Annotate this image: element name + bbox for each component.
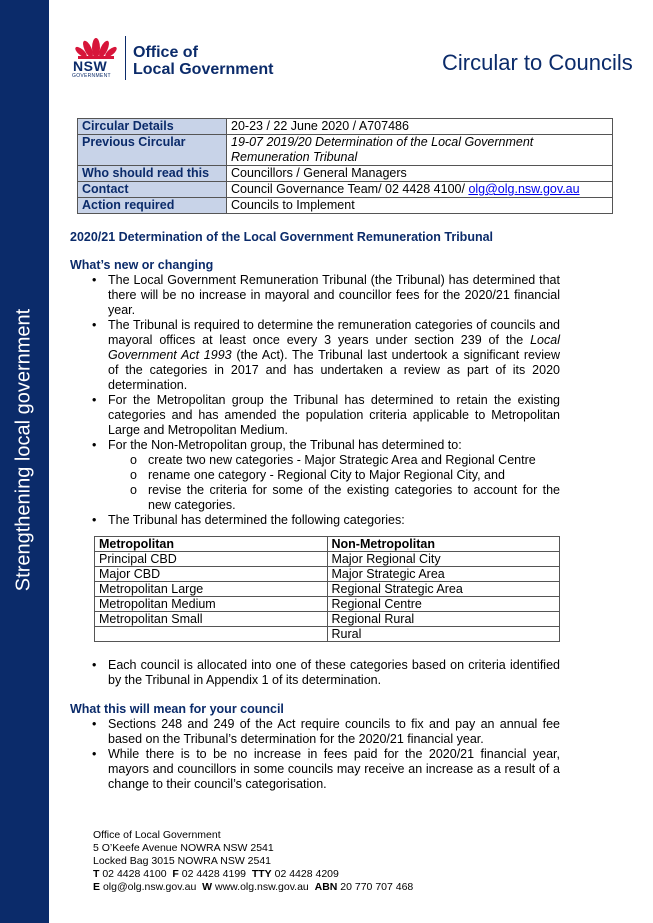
- non-metro-cell: Major Regional City: [327, 552, 560, 567]
- non-metro-cell: Rural: [327, 627, 560, 642]
- details-label: Action required: [78, 198, 227, 214]
- contact-text: Council Governance Team/ 02 4428 4100/: [231, 182, 469, 196]
- tty-number: 02 4428 4209: [274, 868, 339, 880]
- nsw-wordmark: NSW: [73, 58, 108, 74]
- column-header-metropolitan: Metropolitan: [95, 537, 328, 552]
- table-header-row: [95, 537, 560, 552]
- metro-cell: Major CBD: [95, 567, 328, 582]
- list-item-text: Each council is allocated into one of these categories based on criteria identified by the Tribunal in Appendix 1 of its determination.: [108, 658, 560, 687]
- office-line2: Local Government: [133, 61, 274, 78]
- details-label: Contact: [78, 182, 227, 198]
- details-label: Circular Details: [78, 119, 227, 135]
- waratah-icon: [72, 34, 120, 60]
- act-name: Local Government Act 1993: [108, 333, 560, 362]
- list-item-text: The Tribunal has determined the following categories:: [108, 513, 405, 527]
- details-label: Previous Circular: [78, 135, 227, 166]
- bullet-icon: •: [92, 717, 97, 731]
- list-item: [70, 747, 560, 792]
- office-wordmark: [133, 44, 273, 78]
- metro-cell: Metropolitan Medium: [95, 597, 328, 612]
- list-item-text: For the Non-Metropolitan group, the Tribunal has determined to:: [108, 438, 462, 452]
- metro-cell: [95, 627, 328, 642]
- table-row: [78, 182, 613, 198]
- bullet-icon: •: [92, 658, 97, 672]
- metro-cell: Metropolitan Large: [95, 582, 328, 597]
- olg-logo: [72, 34, 292, 86]
- government-wordmark: GOVERNMENT: [72, 73, 111, 79]
- whats-new-list: [70, 273, 560, 528]
- list-item: [70, 393, 560, 438]
- table-row: [95, 597, 560, 612]
- bullet-icon: •: [92, 273, 97, 287]
- abn-number: 20 770 707 468: [340, 881, 414, 893]
- categories-table: [94, 536, 560, 642]
- footer-phones: [93, 868, 413, 881]
- list-item: [70, 273, 560, 318]
- table-row: [78, 135, 613, 166]
- list-item: [70, 438, 560, 453]
- footer-org: Office of Local Government: [93, 829, 221, 841]
- non-metro-cell: Regional Centre: [327, 597, 560, 612]
- table-row: [78, 119, 613, 135]
- list-item: [70, 717, 560, 747]
- details-value: [227, 182, 613, 198]
- list-item-text: For the Metropolitan group the Tribunal has determined to retain the existing categories and has amended the population criteria applicable to Metropolitan Large and Metropolitan Medium.: [108, 393, 560, 437]
- footer-web: [93, 881, 413, 894]
- list-item-text: create two new categories - Major Strategic Area and Regional Centre: [148, 453, 536, 467]
- non-metro-cell: Regional Strategic Area: [327, 582, 560, 597]
- footer-street: 5 O’Keefe Avenue NOWRA NSW 2541: [93, 842, 274, 854]
- circular-details-table: [77, 118, 613, 214]
- fax-number: 02 4428 4199: [181, 868, 246, 880]
- sidebar: [0, 0, 49, 923]
- footer-address: [93, 829, 413, 894]
- nsw-logo: [72, 34, 122, 78]
- table-row: [78, 166, 613, 182]
- column-header-non-metropolitan: Non-Metropolitan: [327, 537, 560, 552]
- metro-cell: Principal CBD: [95, 552, 328, 567]
- circle-bullet-icon: o: [130, 468, 137, 482]
- email-label: E: [93, 881, 101, 893]
- logo-divider: [125, 36, 126, 80]
- list-item-text: revise the criteria for some of the existing categories to account for the new categories.: [148, 483, 560, 512]
- list-item-text: The Tribunal is required to determine the remuneration categories of councils and mayoral offices at least once every 3 years under section 239 of the: [108, 318, 560, 347]
- phone-label: T: [93, 868, 100, 880]
- table-row: [95, 582, 560, 597]
- list-item: [70, 513, 560, 528]
- circle-bullet-icon: o: [130, 453, 137, 467]
- sidebar-tagline: Strengthening local government: [12, 308, 35, 592]
- table-row: [95, 567, 560, 582]
- footer-website: www.olg.nsw.gov.au: [214, 881, 309, 893]
- contact-email-link[interactable]: olg@olg.nsw.gov.au: [468, 182, 580, 196]
- non-metro-cell: Regional Rural: [327, 612, 560, 627]
- sub-list-item: [70, 483, 560, 513]
- table-row: [95, 552, 560, 567]
- bullet-icon: •: [92, 747, 97, 761]
- web-label: W: [202, 881, 213, 893]
- office-line1: Office of: [133, 44, 198, 61]
- list-item-text: (the Act). The Tribunal last undertook a significant review of the categories in 2017 and has undertaken a review as part of its 2020 determination.: [108, 348, 560, 392]
- footer-postal: Locked Bag 3015 NOWRA NSW 2541: [93, 855, 272, 867]
- details-label: Who should read this: [78, 166, 227, 182]
- list-item: [70, 658, 560, 688]
- allocation-list: [70, 658, 560, 688]
- tty-label: TTY: [251, 868, 272, 880]
- circle-bullet-icon: o: [130, 483, 137, 497]
- list-item-text: rename one category - Regional City to Major Regional City, and: [148, 468, 505, 482]
- section-heading-whats-new: What’s new or changing: [70, 258, 214, 272]
- abn-label: ABN: [314, 881, 338, 893]
- bullet-icon: •: [92, 438, 97, 452]
- section-heading-what-it-means: What this will mean for your council: [70, 702, 284, 716]
- non-metro-cell: Major Strategic Area: [327, 567, 560, 582]
- metro-cell: Metropolitan Small: [95, 612, 328, 627]
- list-item-text: While there is to be no increase in fees paid for the 2020/21 financial year, mayors and councillors in some councils may receive an increase as a result of a change to their council’s categorisation.: [108, 747, 560, 791]
- footer-email: olg@olg.nsw.gov.au: [102, 881, 197, 893]
- fax-label: F: [172, 868, 179, 880]
- list-item-text: The Local Government Remuneration Tribunal (the Tribunal) has determined that there will be no increase in mayoral and councillor fees for the 2020/21 financial year.: [108, 273, 560, 317]
- main-heading: 2020/21 Determination of the Local Government Remuneration Tribunal: [70, 230, 494, 244]
- list-item: [70, 318, 560, 393]
- table-row: [95, 627, 560, 642]
- phone-number: 02 4428 4100: [102, 868, 167, 880]
- bullet-icon: •: [92, 513, 97, 527]
- bullet-icon: •: [92, 318, 97, 332]
- details-value: 20-23 / 22 June 2020 / A707486: [227, 119, 613, 135]
- list-item-text: Sections 248 and 249 of the Act require councils to fix and pay an annual fee based on the Tribunal’s determination for the 2020/21 financial year.: [108, 717, 560, 746]
- bullet-icon: •: [92, 393, 97, 407]
- page-title: Circular to Councils: [442, 50, 633, 75]
- sub-list-item: [70, 453, 560, 468]
- details-value: 19-07 2019/20 Determination of the Local Government Remuneration Tribunal: [227, 135, 613, 166]
- what-it-means-list: [70, 717, 560, 792]
- details-value: Councils to Implement: [227, 198, 613, 214]
- table-row: [78, 198, 613, 214]
- details-value: Councillors / General Managers: [227, 166, 613, 182]
- table-row: [95, 612, 560, 627]
- sub-list-item: [70, 468, 560, 483]
